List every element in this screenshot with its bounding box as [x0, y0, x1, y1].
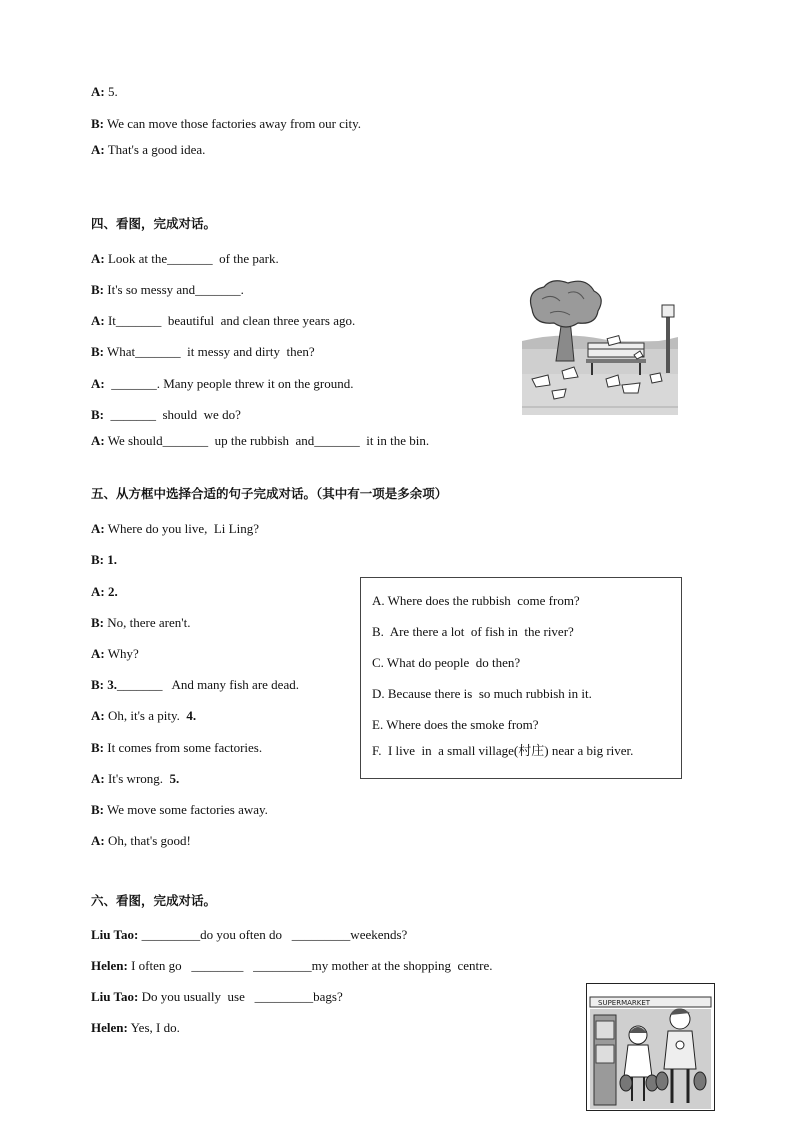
speaker-label: B: — [91, 802, 104, 817]
line-text: It's wrong. — [104, 771, 170, 786]
speaker-label: B: — [91, 116, 104, 131]
speaker-label: A: 2. — [91, 584, 118, 599]
speaker-label: Liu Tao: — [91, 927, 139, 942]
dialogue-line — [91, 376, 353, 392]
speaker-label: A: — [91, 433, 105, 448]
choice-item: C. What do people do then? — [372, 655, 521, 670]
dialogue-line — [91, 771, 179, 787]
speaker-label: B: — [91, 407, 104, 422]
speaker-label: A: — [91, 142, 105, 157]
dialogue-line — [91, 708, 196, 724]
dialogue-line — [91, 1020, 180, 1036]
dialogue-line — [91, 927, 407, 943]
dialogue-line — [91, 802, 268, 818]
line-text: Look at the_______ of the park. — [104, 251, 279, 266]
section-heading: 四、看图，完成对话。 — [91, 216, 217, 231]
speaker-label: B: — [91, 344, 104, 359]
line-text: It comes from some factories. — [104, 740, 263, 755]
line-text: We move some factories away. — [104, 802, 268, 817]
section-heading: 五、从方框中选择合适的句子完成对话。（其中有一项是多余项） — [91, 486, 448, 501]
line-text: It_______ beautiful and clean three years ago. — [104, 313, 356, 328]
dialogue-line — [91, 84, 118, 100]
dialogue-line — [91, 740, 262, 756]
dialogue-line — [91, 251, 279, 267]
line-text: _______. Many people threw it on the ground. — [104, 376, 354, 391]
dialogue-line — [91, 433, 429, 449]
speaker-label: A: — [91, 708, 105, 723]
line-text: Where do you live, Li Ling? — [104, 521, 259, 536]
speaker-label: B: 3. — [91, 677, 117, 692]
line-text: We should_______ up the rubbish and_______ it in the bin. — [104, 433, 430, 448]
line-text: Oh, that's good! — [104, 833, 191, 848]
choice-item: B. Are there a lot of fish in the river? — [372, 624, 574, 639]
speaker-label: A: — [91, 521, 105, 536]
speaker-label: Helen: — [91, 1020, 128, 1035]
dialogue-line — [91, 615, 190, 631]
line-text: _______ And many fish are dead. — [117, 677, 299, 692]
dialogue-line — [91, 989, 343, 1005]
dialogue-line — [91, 646, 139, 662]
dialogue-line — [91, 116, 361, 132]
line-text: It's so messy and_______. — [104, 282, 244, 297]
line-text: We can move those factories away from our city. — [104, 116, 362, 131]
choice-item: F. I live in a small village(村庄) near a big river. — [372, 743, 634, 758]
speaker-label: A: — [91, 646, 105, 661]
line-text: Yes, I do. — [127, 1020, 180, 1035]
line-text: _________do you often do _________weekends? — [138, 927, 408, 942]
speaker-label: A: — [91, 833, 105, 848]
speaker-label: B: — [91, 282, 104, 297]
line-text: Why? — [104, 646, 139, 661]
dialogue-line — [91, 552, 117, 568]
choice-item: D. Because there is so much rubbish in it. — [372, 686, 592, 701]
dialogue-line — [91, 584, 118, 600]
question-number: 5. — [169, 771, 180, 786]
line-text: No, there aren't. — [104, 615, 191, 630]
dialogue-line — [91, 344, 315, 360]
messy-park-illustration — [522, 279, 678, 415]
line-text: That's a good idea. — [104, 142, 206, 157]
dialogue-line — [91, 677, 299, 693]
question-number: 4. — [186, 708, 197, 723]
choice-item: A. Where does the rubbish come from? — [372, 593, 580, 608]
line-text: 5. — [104, 84, 118, 99]
speaker-label: B: — [91, 615, 104, 630]
line-text: What_______ it messy and dirty then? — [104, 344, 315, 359]
shopping-illustration — [586, 983, 715, 1111]
speaker-label: A: — [91, 376, 105, 391]
speaker-label: A: — [91, 771, 105, 786]
choice-item: E. Where does the smoke from? — [372, 717, 539, 732]
line-text: Oh, it's a pity. — [104, 708, 187, 723]
line-text: I often go ________ _________my mother at the shopping centre. — [127, 958, 493, 973]
speaker-label: A: — [91, 84, 105, 99]
dialogue-line — [91, 521, 259, 537]
dialogue-line — [91, 833, 191, 849]
speaker-label: B: — [91, 740, 104, 755]
dialogue-line — [91, 313, 355, 329]
dialogue-line — [91, 958, 493, 974]
section-heading: 六、看图，完成对话。 — [91, 893, 217, 908]
speaker-label: A: — [91, 251, 105, 266]
choices-box — [360, 577, 682, 779]
supermarket-sign: SUPERMARKET — [598, 999, 651, 1007]
speaker-label: A: — [91, 313, 105, 328]
speaker-label: Helen: — [91, 958, 128, 973]
dialogue-line — [91, 142, 205, 158]
speaker-label: Liu Tao: — [91, 989, 139, 1004]
speaker-label: B: 1. — [91, 552, 117, 567]
dialogue-line — [91, 407, 241, 423]
line-text: Do you usually use _________bags? — [138, 989, 343, 1004]
dialogue-line — [91, 282, 244, 298]
line-text: _______ should we do? — [104, 407, 241, 422]
